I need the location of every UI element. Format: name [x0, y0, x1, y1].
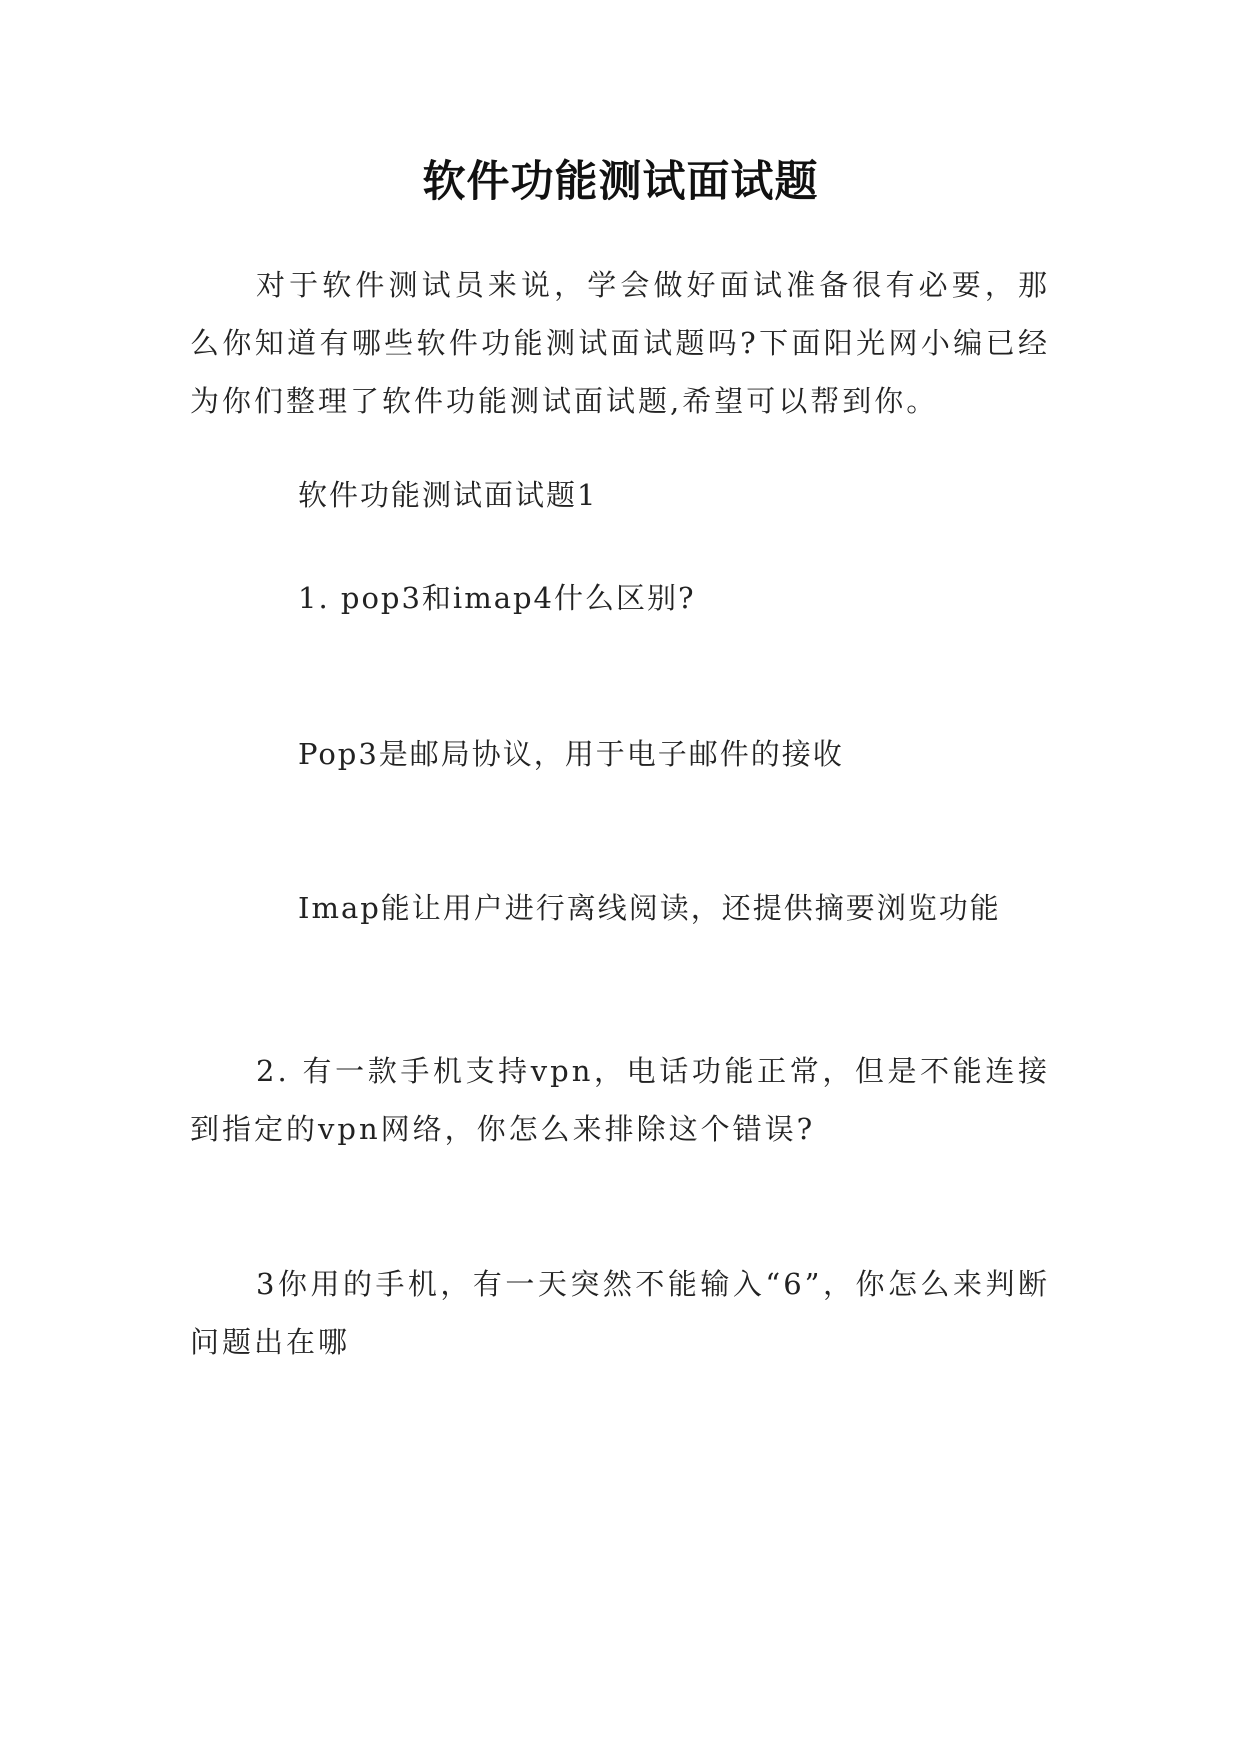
answer-pop3: Pop3是邮局协议，用于电子邮件的接收: [298, 737, 844, 771]
question-3: 3你用的手机，有一天突然不能输入“6”，你怎么来判断问题出在哪: [190, 1267, 1050, 1359]
page-title: 软件功能测试面试题: [422, 157, 819, 207]
question-2: 2. 有一款手机支持vpn，电话功能正常，但是不能连接到指定的vpn网络，你怎么来排除这个错误?: [190, 1054, 1050, 1146]
intro-paragraph: 对于软件测试员来说，学会做好面试准备很有必要，那么你知道有哪些软件功能测试面试题吗?下面阳光网小编已经为你们整理了软件功能测试面试题,希望可以帮到你。: [190, 268, 1050, 418]
section-heading: 软件功能测试面试题1: [298, 478, 598, 512]
answer-imap: Imap能让用户进行离线阅读，还提供摘要浏览功能: [298, 891, 1001, 925]
question-1: 1. pop3和imap4什么区别?: [298, 581, 696, 615]
